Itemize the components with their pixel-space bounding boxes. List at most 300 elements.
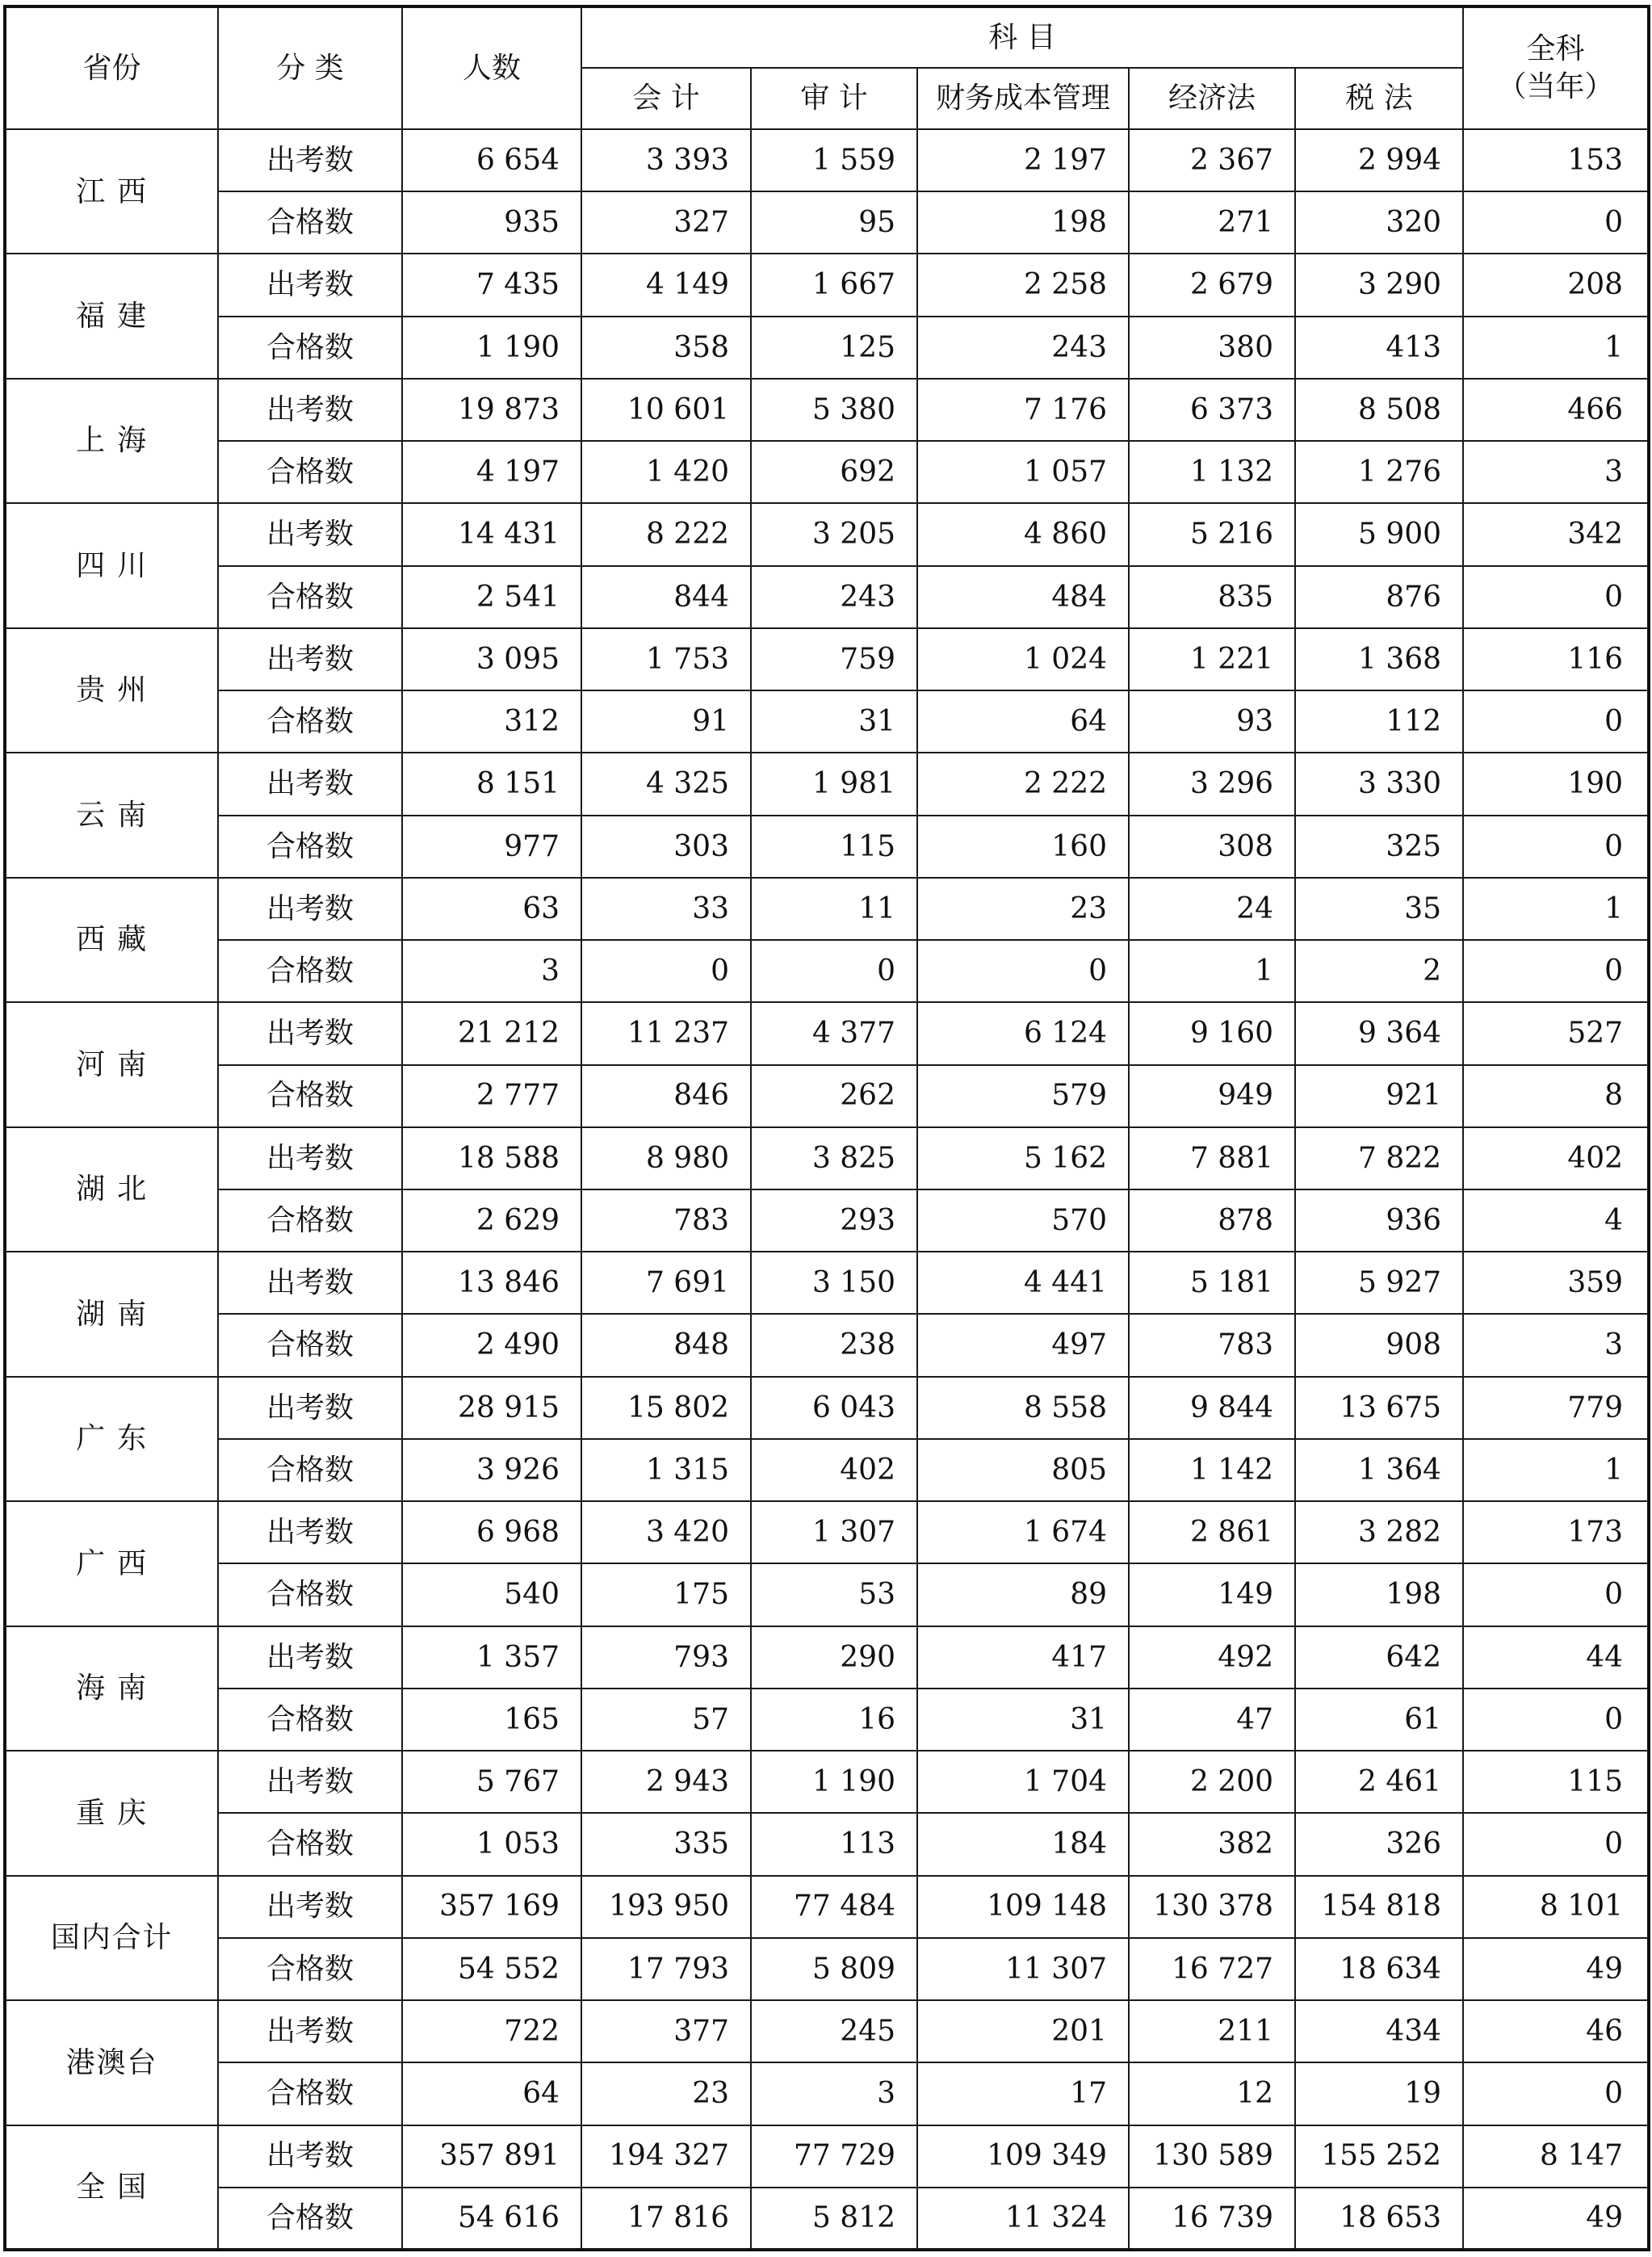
category-cell: 合格数 xyxy=(218,1813,402,1875)
province-cell: 全 国 xyxy=(5,2125,218,2251)
value-cell-accounting: 335 xyxy=(581,1813,751,1875)
value-cell-accounting: 15 802 xyxy=(581,1377,751,1439)
value-cell-accounting: 8 980 xyxy=(581,1127,751,1189)
value-cell-finance: 31 xyxy=(917,1689,1129,1751)
table-row xyxy=(5,2000,1649,2062)
value-cell-people: 6 654 xyxy=(402,129,581,191)
value-cell-accounting: 7 691 xyxy=(581,1252,751,1314)
value-cell-finance: 579 xyxy=(917,1065,1129,1127)
value-cell-tax-law: 112 xyxy=(1295,690,1463,753)
value-cell-tax-law: 35 xyxy=(1295,878,1463,940)
category-cell: 合格数 xyxy=(218,940,402,1002)
province-cell: 湖 南 xyxy=(5,1252,218,1376)
category-cell: 合格数 xyxy=(218,441,402,503)
value-cell-accounting: 10 601 xyxy=(581,379,751,441)
value-cell-people: 3 926 xyxy=(402,1439,581,1501)
province-cell: 江 西 xyxy=(5,129,218,254)
value-cell-economic-law: 9 160 xyxy=(1129,1002,1295,1064)
table-row xyxy=(5,940,1649,1002)
value-cell-accounting: 11 237 xyxy=(581,1002,751,1064)
value-cell-tax-law: 2 xyxy=(1295,940,1463,1002)
value-cell-finance: 4 441 xyxy=(917,1252,1129,1314)
value-cell-economic-law: 1 132 xyxy=(1129,441,1295,503)
value-cell-finance: 417 xyxy=(917,1626,1129,1689)
header-subject-tax-law: 税 法 xyxy=(1295,68,1463,129)
value-cell-tax-law: 154 818 xyxy=(1295,1876,1463,1938)
value-cell-economic-law: 835 xyxy=(1129,566,1295,628)
province-cell: 上 海 xyxy=(5,379,218,503)
value-cell-tax-law: 9 364 xyxy=(1295,1002,1463,1064)
table-row xyxy=(5,1002,1649,1064)
value-cell-people: 165 xyxy=(402,1689,581,1751)
value-cell-people: 28 915 xyxy=(402,1377,581,1439)
value-cell-finance: 1 704 xyxy=(917,1751,1129,1813)
value-cell-accounting: 327 xyxy=(581,191,751,254)
value-cell-tax-law: 3 290 xyxy=(1295,254,1463,316)
value-cell-finance: 484 xyxy=(917,566,1129,628)
value-cell-finance: 23 xyxy=(917,878,1129,940)
value-cell-finance: 184 xyxy=(917,1813,1129,1875)
province-cell: 广 西 xyxy=(5,1501,218,1626)
value-cell-economic-law: 1 xyxy=(1129,940,1295,1002)
value-cell-people: 7 435 xyxy=(402,254,581,316)
value-cell-accounting: 0 xyxy=(581,940,751,1002)
table-row xyxy=(5,1813,1649,1875)
value-cell-people: 13 846 xyxy=(402,1252,581,1314)
value-cell-people: 54 552 xyxy=(402,1938,581,2000)
category-cell: 合格数 xyxy=(218,1189,402,1252)
table-row xyxy=(5,1189,1649,1252)
value-cell-audit: 77 729 xyxy=(751,2125,917,2188)
value-cell-economic-law: 380 xyxy=(1129,317,1295,379)
value-cell-tax-law: 434 xyxy=(1295,2000,1463,2062)
value-cell-tax-law: 1 276 xyxy=(1295,441,1463,503)
province-cell: 重 庆 xyxy=(5,1751,218,1875)
value-cell-tax-law: 61 xyxy=(1295,1689,1463,1751)
value-cell-all-subjects: 0 xyxy=(1463,940,1649,1002)
value-cell-all-subjects: 3 xyxy=(1463,441,1649,503)
value-cell-all-subjects: 402 xyxy=(1463,1127,1649,1189)
value-cell-economic-law: 7 881 xyxy=(1129,1127,1295,1189)
header-subject-audit: 审 计 xyxy=(751,68,917,129)
value-cell-tax-law: 8 508 xyxy=(1295,379,1463,441)
value-cell-tax-law: 1 364 xyxy=(1295,1439,1463,1501)
value-cell-economic-law: 16 739 xyxy=(1129,2188,1295,2250)
category-cell: 出考数 xyxy=(218,1002,402,1064)
value-cell-economic-law: 271 xyxy=(1129,191,1295,254)
value-cell-finance: 11 307 xyxy=(917,1938,1129,2000)
value-cell-finance: 1 674 xyxy=(917,1501,1129,1563)
value-cell-accounting: 23 xyxy=(581,2062,751,2125)
header-people: 人数 xyxy=(402,6,581,129)
table-row xyxy=(5,1689,1649,1751)
value-cell-audit: 402 xyxy=(751,1439,917,1501)
value-cell-accounting: 17 793 xyxy=(581,1938,751,2000)
value-cell-economic-law: 1 221 xyxy=(1129,628,1295,690)
value-cell-all-subjects: 173 xyxy=(1463,1501,1649,1563)
value-cell-audit: 1 667 xyxy=(751,254,917,316)
value-cell-economic-law: 130 378 xyxy=(1129,1876,1295,1938)
value-cell-accounting: 844 xyxy=(581,566,751,628)
table-row xyxy=(5,317,1649,379)
value-cell-people: 3 xyxy=(402,940,581,1002)
value-cell-accounting: 1 315 xyxy=(581,1439,751,1501)
province-cell: 国内合计 xyxy=(5,1876,218,2000)
province-cell: 福 建 xyxy=(5,254,218,378)
value-cell-people: 14 431 xyxy=(402,503,581,565)
value-cell-people: 64 xyxy=(402,2062,581,2125)
value-cell-finance: 570 xyxy=(917,1189,1129,1252)
value-cell-people: 54 616 xyxy=(402,2188,581,2250)
value-cell-all-subjects: 208 xyxy=(1463,254,1649,316)
value-cell-finance: 2 222 xyxy=(917,753,1129,815)
value-cell-all-subjects: 1 xyxy=(1463,317,1649,379)
value-cell-economic-law: 1 142 xyxy=(1129,1439,1295,1501)
category-cell: 合格数 xyxy=(218,2062,402,2125)
value-cell-audit: 95 xyxy=(751,191,917,254)
value-cell-economic-law: 5 216 xyxy=(1129,503,1295,565)
category-cell: 出考数 xyxy=(218,129,402,191)
value-cell-tax-law: 18 634 xyxy=(1295,1938,1463,2000)
value-cell-all-subjects: 342 xyxy=(1463,503,1649,565)
value-cell-audit: 692 xyxy=(751,441,917,503)
value-cell-people: 357 169 xyxy=(402,1876,581,1938)
category-cell: 合格数 xyxy=(218,191,402,254)
table-row xyxy=(5,1938,1649,2000)
value-cell-all-subjects: 0 xyxy=(1463,2062,1649,2125)
value-cell-economic-law: 308 xyxy=(1129,816,1295,878)
value-cell-tax-law: 3 330 xyxy=(1295,753,1463,815)
value-cell-finance: 160 xyxy=(917,816,1129,878)
value-cell-finance: 201 xyxy=(917,2000,1129,2062)
value-cell-finance: 1 057 xyxy=(917,441,1129,503)
value-cell-economic-law: 5 181 xyxy=(1129,1252,1295,1314)
value-cell-people: 540 xyxy=(402,1563,581,1626)
table-row xyxy=(5,1439,1649,1501)
category-cell: 合格数 xyxy=(218,2188,402,2250)
category-cell: 出考数 xyxy=(218,379,402,441)
category-cell: 出考数 xyxy=(218,1127,402,1189)
value-cell-people: 1 190 xyxy=(402,317,581,379)
value-cell-economic-law: 878 xyxy=(1129,1189,1295,1252)
header-all-subjects xyxy=(1463,6,1649,129)
value-cell-accounting: 33 xyxy=(581,878,751,940)
category-cell: 合格数 xyxy=(218,1065,402,1127)
table-row xyxy=(5,1563,1649,1626)
value-cell-people: 5 767 xyxy=(402,1751,581,1813)
header-subject-accounting: 会 计 xyxy=(581,68,751,129)
value-cell-finance: 4 860 xyxy=(917,503,1129,565)
value-cell-people: 21 212 xyxy=(402,1002,581,1064)
table-row xyxy=(5,566,1649,628)
value-cell-economic-law: 12 xyxy=(1129,2062,1295,2125)
header-category: 分 类 xyxy=(218,6,402,129)
value-cell-finance: 6 124 xyxy=(917,1002,1129,1064)
value-cell-audit: 4 377 xyxy=(751,1002,917,1064)
value-cell-finance: 243 xyxy=(917,317,1129,379)
value-cell-tax-law: 5 927 xyxy=(1295,1252,1463,1314)
value-cell-accounting: 175 xyxy=(581,1563,751,1626)
category-cell: 合格数 xyxy=(218,566,402,628)
value-cell-people: 2 629 xyxy=(402,1189,581,1252)
value-cell-all-subjects: 466 xyxy=(1463,379,1649,441)
value-cell-tax-law: 876 xyxy=(1295,566,1463,628)
value-cell-tax-law: 921 xyxy=(1295,1065,1463,1127)
value-cell-finance: 8 558 xyxy=(917,1377,1129,1439)
category-cell: 出考数 xyxy=(218,1626,402,1689)
value-cell-audit: 1 559 xyxy=(751,129,917,191)
table-row xyxy=(5,2062,1649,2125)
value-cell-tax-law: 326 xyxy=(1295,1813,1463,1875)
value-cell-all-subjects: 115 xyxy=(1463,1751,1649,1813)
value-cell-economic-law: 6 373 xyxy=(1129,379,1295,441)
value-cell-audit: 115 xyxy=(751,816,917,878)
value-cell-accounting: 2 943 xyxy=(581,1751,751,1813)
value-cell-audit: 77 484 xyxy=(751,1876,917,1938)
value-cell-accounting: 4 149 xyxy=(581,254,751,316)
value-cell-all-subjects: 116 xyxy=(1463,628,1649,690)
value-cell-tax-law: 19 xyxy=(1295,2062,1463,2125)
value-cell-tax-law: 198 xyxy=(1295,1563,1463,1626)
value-cell-people: 18 588 xyxy=(402,1127,581,1189)
value-cell-all-subjects: 190 xyxy=(1463,753,1649,815)
header-all-bottom: （当年） xyxy=(1497,69,1614,103)
category-cell: 合格数 xyxy=(218,690,402,753)
value-cell-tax-law: 13 675 xyxy=(1295,1377,1463,1439)
table-row xyxy=(5,1501,1649,1563)
value-cell-economic-law: 783 xyxy=(1129,1314,1295,1376)
category-cell: 出考数 xyxy=(218,1876,402,1938)
value-cell-accounting: 358 xyxy=(581,317,751,379)
table-row xyxy=(5,878,1649,940)
value-cell-audit: 0 xyxy=(751,940,917,1002)
value-cell-tax-law: 1 368 xyxy=(1295,628,1463,690)
table-row xyxy=(5,129,1649,191)
value-cell-economic-law: 47 xyxy=(1129,1689,1295,1751)
value-cell-people: 1 357 xyxy=(402,1626,581,1689)
value-cell-finance: 89 xyxy=(917,1563,1129,1626)
value-cell-people: 977 xyxy=(402,816,581,878)
province-cell: 河 南 xyxy=(5,1002,218,1126)
category-cell: 出考数 xyxy=(218,1501,402,1563)
table-row xyxy=(5,628,1649,690)
value-cell-audit: 245 xyxy=(751,2000,917,2062)
value-cell-economic-law: 24 xyxy=(1129,878,1295,940)
value-cell-accounting: 3 393 xyxy=(581,129,751,191)
value-cell-all-subjects: 8 101 xyxy=(1463,1876,1649,1938)
value-cell-people: 722 xyxy=(402,2000,581,2062)
value-cell-all-subjects: 8 xyxy=(1463,1065,1649,1127)
value-cell-finance: 109 349 xyxy=(917,2125,1129,2188)
value-cell-all-subjects: 44 xyxy=(1463,1626,1649,1689)
category-cell: 出考数 xyxy=(218,1751,402,1813)
value-cell-all-subjects: 0 xyxy=(1463,1689,1649,1751)
value-cell-accounting: 1 420 xyxy=(581,441,751,503)
table-row xyxy=(5,1127,1649,1189)
table-row xyxy=(5,503,1649,565)
value-cell-people: 2 777 xyxy=(402,1065,581,1127)
table-row xyxy=(5,1065,1649,1127)
value-cell-audit: 113 xyxy=(751,1813,917,1875)
table-row xyxy=(5,1377,1649,1439)
province-cell: 湖 北 xyxy=(5,1127,218,1252)
value-cell-tax-law: 3 282 xyxy=(1295,1501,1463,1563)
value-cell-all-subjects: 359 xyxy=(1463,1252,1649,1314)
value-cell-audit: 1 307 xyxy=(751,1501,917,1563)
header-all-top: 全科 xyxy=(1526,31,1585,65)
value-cell-audit: 53 xyxy=(751,1563,917,1626)
category-cell: 出考数 xyxy=(218,2000,402,2062)
table-row xyxy=(5,816,1649,878)
province-cell: 西 藏 xyxy=(5,878,218,1002)
value-cell-all-subjects: 0 xyxy=(1463,191,1649,254)
category-cell: 合格数 xyxy=(218,1314,402,1376)
value-cell-tax-law: 320 xyxy=(1295,191,1463,254)
value-cell-people: 3 095 xyxy=(402,628,581,690)
value-cell-tax-law: 5 900 xyxy=(1295,503,1463,565)
value-cell-all-subjects: 0 xyxy=(1463,1563,1649,1626)
value-cell-accounting: 4 325 xyxy=(581,753,751,815)
category-cell: 出考数 xyxy=(218,1377,402,1439)
category-cell: 合格数 xyxy=(218,1563,402,1626)
value-cell-audit: 3 150 xyxy=(751,1252,917,1314)
value-cell-accounting: 303 xyxy=(581,816,751,878)
value-cell-audit: 3 205 xyxy=(751,503,917,565)
value-cell-tax-law: 155 252 xyxy=(1295,2125,1463,2188)
value-cell-audit: 5 809 xyxy=(751,1938,917,2000)
value-cell-audit: 3 825 xyxy=(751,1127,917,1189)
category-cell: 出考数 xyxy=(218,2125,402,2188)
category-cell: 合格数 xyxy=(218,1938,402,2000)
category-cell: 合格数 xyxy=(218,1689,402,1751)
value-cell-economic-law: 16 727 xyxy=(1129,1938,1295,2000)
value-cell-all-subjects: 46 xyxy=(1463,2000,1649,2062)
value-cell-people: 19 873 xyxy=(402,379,581,441)
header-province: 省份 xyxy=(5,6,218,129)
value-cell-audit: 5 380 xyxy=(751,379,917,441)
category-cell: 合格数 xyxy=(218,1439,402,1501)
value-cell-finance: 17 xyxy=(917,2062,1129,2125)
value-cell-people: 63 xyxy=(402,878,581,940)
table-header xyxy=(5,6,1649,129)
value-cell-finance: 198 xyxy=(917,191,1129,254)
value-cell-economic-law: 2 861 xyxy=(1129,1501,1295,1563)
value-cell-finance: 0 xyxy=(917,940,1129,1002)
table-row xyxy=(5,191,1649,254)
category-cell: 出考数 xyxy=(218,878,402,940)
province-cell: 云 南 xyxy=(5,753,218,877)
table-row xyxy=(5,1751,1649,1813)
value-cell-economic-law: 130 589 xyxy=(1129,2125,1295,2188)
value-cell-accounting: 377 xyxy=(581,2000,751,2062)
value-cell-finance: 64 xyxy=(917,690,1129,753)
value-cell-all-subjects: 527 xyxy=(1463,1002,1649,1064)
value-cell-tax-law: 908 xyxy=(1295,1314,1463,1376)
value-cell-accounting: 846 xyxy=(581,1065,751,1127)
value-cell-tax-law: 2 994 xyxy=(1295,129,1463,191)
value-cell-economic-law: 382 xyxy=(1129,1813,1295,1875)
value-cell-audit: 125 xyxy=(751,317,917,379)
value-cell-accounting: 91 xyxy=(581,690,751,753)
table-row xyxy=(5,441,1649,503)
value-cell-economic-law: 3 296 xyxy=(1129,753,1295,815)
category-cell: 出考数 xyxy=(218,254,402,316)
value-cell-audit: 243 xyxy=(751,566,917,628)
value-cell-accounting: 57 xyxy=(581,1689,751,1751)
value-cell-people: 312 xyxy=(402,690,581,753)
value-cell-audit: 290 xyxy=(751,1626,917,1689)
value-cell-finance: 11 324 xyxy=(917,2188,1129,2250)
value-cell-audit: 1 190 xyxy=(751,1751,917,1813)
table-row xyxy=(5,2125,1649,2188)
value-cell-economic-law: 2 367 xyxy=(1129,129,1295,191)
value-cell-accounting: 1 753 xyxy=(581,628,751,690)
province-cell: 港澳台 xyxy=(5,2000,218,2125)
value-cell-audit: 6 043 xyxy=(751,1377,917,1439)
table-row xyxy=(5,753,1649,815)
province-cell: 广 东 xyxy=(5,1377,218,1501)
value-cell-accounting: 194 327 xyxy=(581,2125,751,2188)
province-cell: 海 南 xyxy=(5,1626,218,1751)
value-cell-economic-law: 949 xyxy=(1129,1065,1295,1127)
table-row xyxy=(5,690,1649,753)
table-row xyxy=(5,2188,1649,2250)
value-cell-people: 1 053 xyxy=(402,1813,581,1875)
value-cell-accounting: 3 420 xyxy=(581,1501,751,1563)
category-cell: 合格数 xyxy=(218,816,402,878)
value-cell-people: 2 541 xyxy=(402,566,581,628)
value-cell-tax-law: 325 xyxy=(1295,816,1463,878)
value-cell-all-subjects: 779 xyxy=(1463,1377,1649,1439)
value-cell-all-subjects: 49 xyxy=(1463,2188,1649,2250)
value-cell-tax-law: 642 xyxy=(1295,1626,1463,1689)
value-cell-finance: 805 xyxy=(917,1439,1129,1501)
value-cell-accounting: 783 xyxy=(581,1189,751,1252)
value-cell-economic-law: 211 xyxy=(1129,2000,1295,2062)
value-cell-finance: 2 258 xyxy=(917,254,1129,316)
value-cell-audit: 3 xyxy=(751,2062,917,2125)
value-cell-audit: 11 xyxy=(751,878,917,940)
value-cell-all-subjects: 1 xyxy=(1463,1439,1649,1501)
value-cell-tax-law: 413 xyxy=(1295,317,1463,379)
header-subject-finance: 财务成本管理 xyxy=(917,68,1129,129)
category-cell: 出考数 xyxy=(218,503,402,565)
table-row xyxy=(5,1626,1649,1689)
table-body xyxy=(5,129,1649,2250)
province-cell: 贵 州 xyxy=(5,628,218,753)
value-cell-people: 6 968 xyxy=(402,1501,581,1563)
table-row xyxy=(5,1876,1649,1938)
value-cell-all-subjects: 49 xyxy=(1463,1938,1649,2000)
value-cell-audit: 262 xyxy=(751,1065,917,1127)
header-subjects: 科 目 xyxy=(581,6,1463,68)
value-cell-all-subjects: 0 xyxy=(1463,1813,1649,1875)
category-cell: 合格数 xyxy=(218,317,402,379)
value-cell-accounting: 193 950 xyxy=(581,1876,751,1938)
province-cell: 四 川 xyxy=(5,503,218,627)
value-cell-all-subjects: 1 xyxy=(1463,878,1649,940)
value-cell-tax-law: 7 822 xyxy=(1295,1127,1463,1189)
value-cell-people: 357 891 xyxy=(402,2125,581,2188)
value-cell-accounting: 793 xyxy=(581,1626,751,1689)
value-cell-economic-law: 2 200 xyxy=(1129,1751,1295,1813)
value-cell-audit: 1 981 xyxy=(751,753,917,815)
value-cell-people: 2 490 xyxy=(402,1314,581,1376)
value-cell-people: 8 151 xyxy=(402,753,581,815)
value-cell-finance: 5 162 xyxy=(917,1127,1129,1189)
value-cell-all-subjects: 3 xyxy=(1463,1314,1649,1376)
value-cell-tax-law: 936 xyxy=(1295,1189,1463,1252)
